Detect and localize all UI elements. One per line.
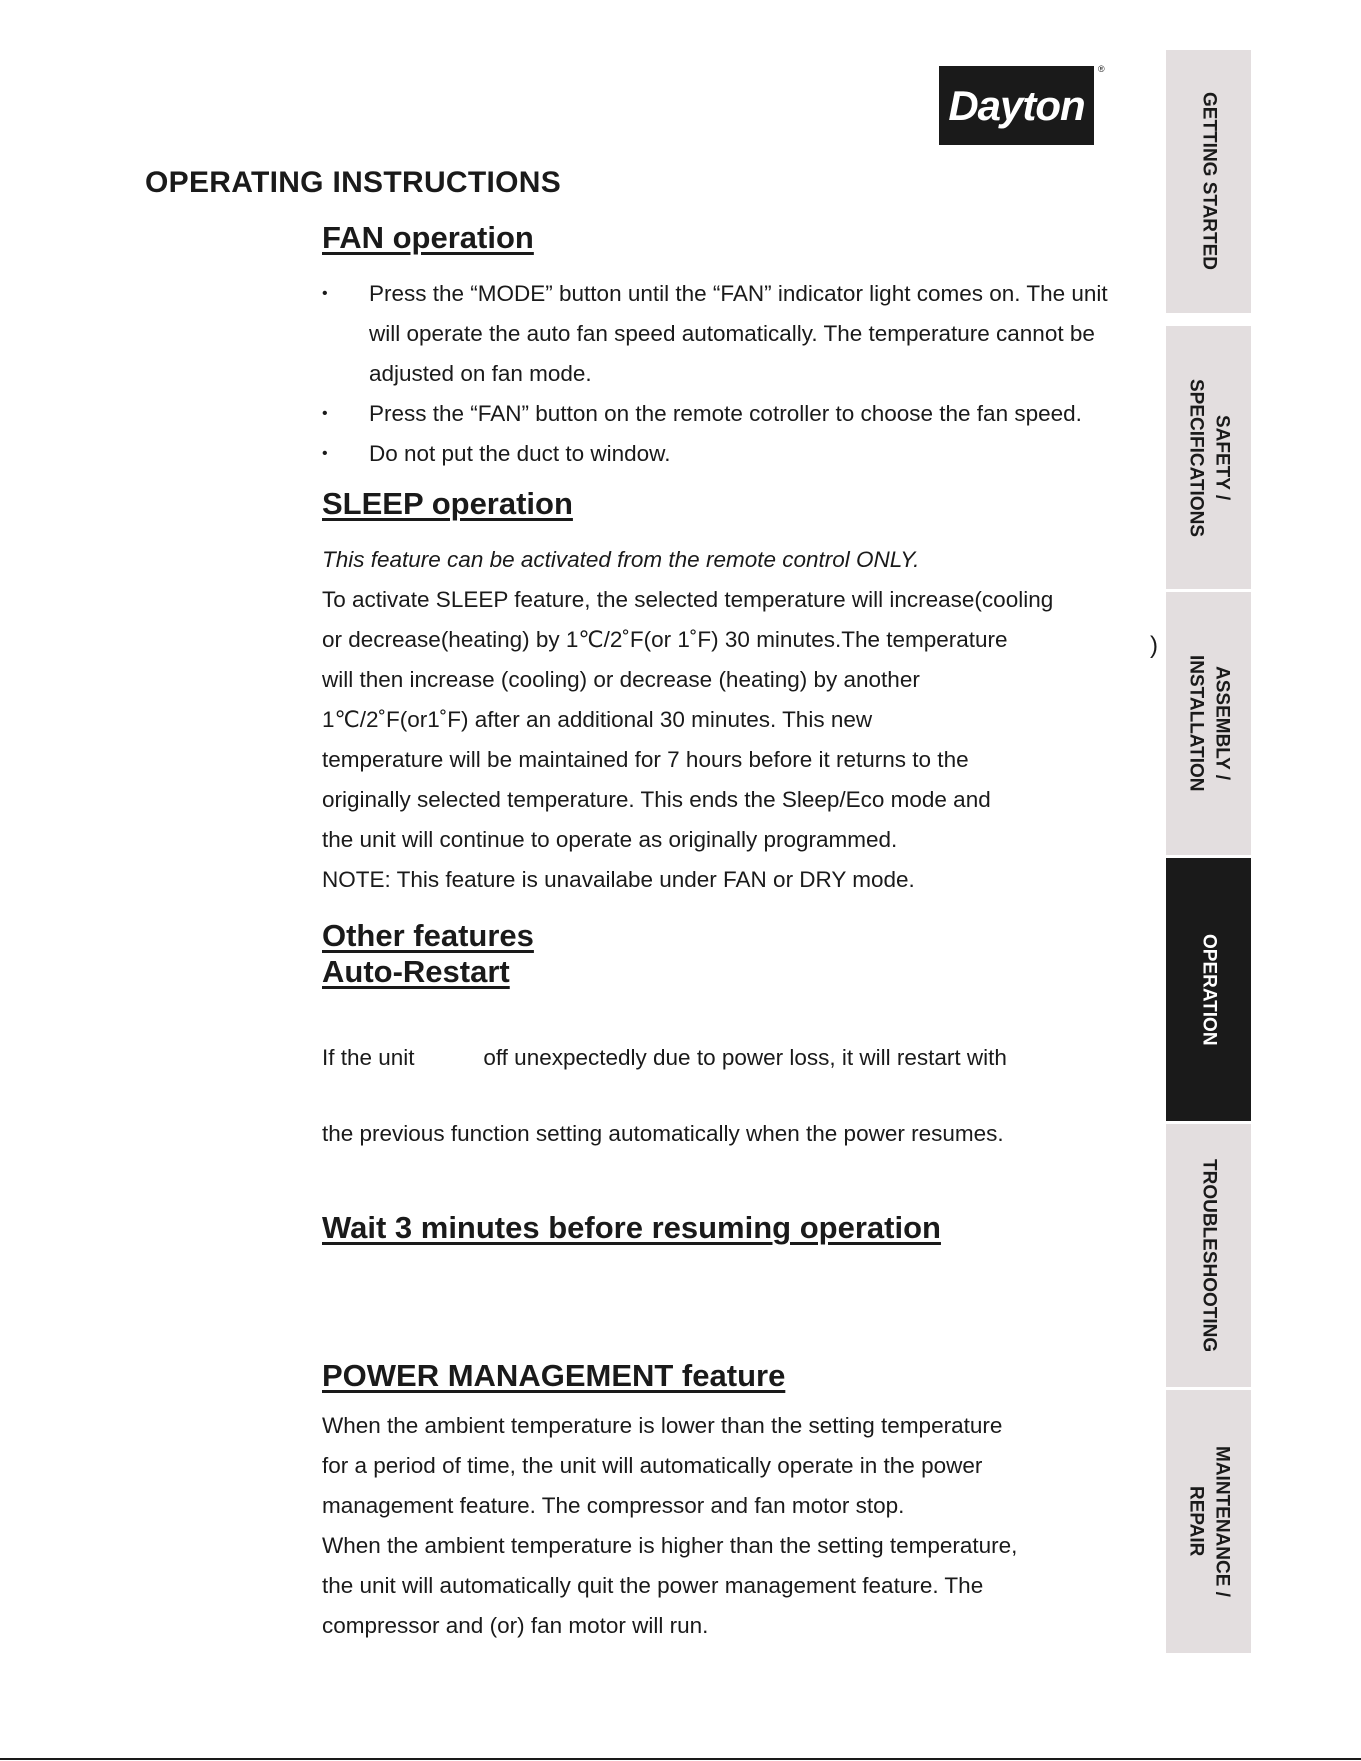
tab-label: OPERATION <box>1198 933 1220 1046</box>
text-line: When the ambient temperature is higher than the setting temperature, <box>322 1533 1018 1558</box>
text-line: NOTE: This feature is unavailabe under FAN or DRY mode. <box>322 867 915 892</box>
power-management-heading: POWER MANAGEMENT feature <box>322 1358 786 1393</box>
tab-label: SAFETY / SPECIFICATIONS <box>1185 378 1233 537</box>
tab-label: MAINTENANCE / REPAIR <box>1185 1446 1233 1597</box>
text-line: compressor and (or) fan motor will run. <box>322 1613 709 1638</box>
text-line: for a period of time, the unit will automatically operate in the power <box>322 1453 983 1478</box>
power-management-description <box>322 1406 1122 1646</box>
text-line: management feature. The compressor and fan motor stop. <box>322 1493 905 1518</box>
fan-operation-heading: FAN operation <box>322 220 534 255</box>
text-line: or decrease(heating) by 1℃/2˚F(or 1˚F) 30 minutes.The temperature <box>322 627 1008 652</box>
other-features-heading: Other features <box>322 918 534 953</box>
text-line: originally selected temperature. This ends the Sleep/Eco mode and <box>322 787 991 812</box>
tab-label: TROUBLESHOOTING <box>1198 1158 1220 1353</box>
registered-mark: ® <box>1098 64 1105 74</box>
logo-text: Dayton <box>948 81 1085 129</box>
text-line: the previous function setting automatically when the power resumes. <box>322 1121 1004 1146</box>
auto-restart-description <box>322 1002 1122 1190</box>
auto-restart-heading: Auto-Restart <box>322 954 510 989</box>
text-line: will then increase (cooling) or decrease (heating) by another <box>322 667 920 692</box>
tab-assembly-installation[interactable] <box>1166 592 1251 855</box>
wait-heading: Wait 3 minutes before resuming operation <box>322 1210 941 1245</box>
text-line: If the unit off unexpectedly due to power loss, it will restart with <box>322 1045 1007 1070</box>
tab-label: GETTING STARTED <box>1198 92 1220 271</box>
fan-operation-list <box>322 274 1122 474</box>
tab-operation[interactable] <box>1166 858 1251 1121</box>
tab-maintenance-repair[interactable] <box>1166 1390 1251 1653</box>
main-content <box>322 220 1122 1646</box>
list-item: • Do not put the duct to window. <box>322 434 1122 474</box>
tab-troubleshooting[interactable] <box>1166 1124 1251 1387</box>
stray-parenthesis: ) <box>1150 632 1158 659</box>
sleep-operation-heading: SLEEP operation <box>322 486 573 521</box>
power-management-section <box>322 1358 1122 1646</box>
text-line: the unit will automatically quit the power management feature. The <box>322 1573 984 1598</box>
text-line: temperature will be maintained for 7 hours before it returns to the <box>322 747 969 772</box>
fan-operation-section <box>322 220 1122 474</box>
text-line: When the ambient temperature is lower than the setting temperature <box>322 1413 1003 1438</box>
text-line: To activate SLEEP feature, the selected temperature will increase(cooling <box>322 587 1054 612</box>
sleep-remote-note: This feature can be activated from the remote control ONLY. <box>322 547 920 572</box>
tab-safety-specifications[interactable] <box>1166 326 1251 589</box>
sleep-operation-section <box>322 486 1122 900</box>
list-item: • Press the “FAN” button on the remote cotroller to choose the fan speed. <box>322 394 1122 434</box>
tab-getting-started[interactable] <box>1166 50 1251 313</box>
page-title: OPERATING INSTRUCTIONS <box>145 166 562 199</box>
tab-label: ASSEMBLY / INSTALLATION <box>1185 655 1233 792</box>
text-line: 1℃/2˚F(or1˚F) after an additional 30 minutes. This new <box>322 707 873 732</box>
dayton-logo <box>939 66 1094 145</box>
text-line: the unit will continue to operate as originally programmed. <box>322 827 898 852</box>
bottom-rule <box>0 1758 1361 1760</box>
other-features-section <box>322 918 1122 1190</box>
sleep-description <box>322 580 1122 900</box>
wait-section <box>322 1210 1122 1246</box>
list-item: • Press the “MODE” button until the “FAN” indicator light comes on. The unit will operate the auto fan speed automatically. The temperature cannot be adjusted on fan mode. <box>322 274 1122 394</box>
